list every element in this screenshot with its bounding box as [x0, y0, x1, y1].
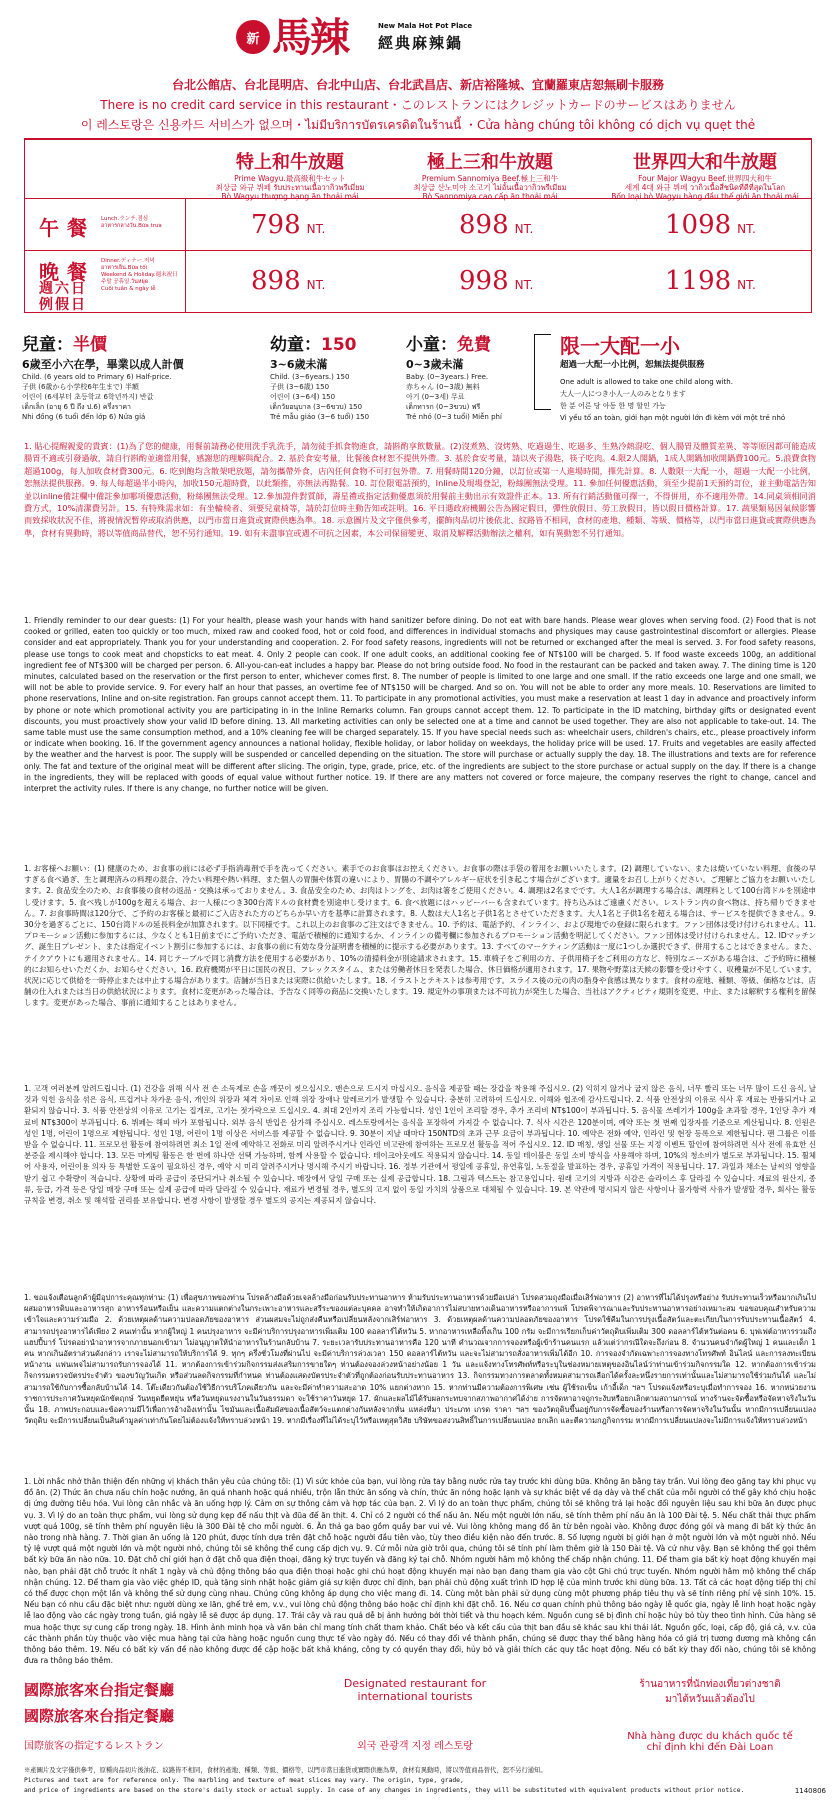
designation-zh-1: 國際旅客來台指定餐廳: [24, 1681, 175, 1699]
baby-line: Trẻ nhỏ (0~3 tuổi) Miễn phí: [406, 413, 502, 421]
currency: NT.: [514, 222, 534, 236]
currency: NT.: [737, 222, 756, 236]
designation-ja: 国際旅客の指定するレストラン: [24, 1741, 164, 1752]
credit-card-notice: [0, 76, 836, 135]
child-line: Child. (6 years old to Primary 6) Half-price.: [22, 373, 172, 381]
brand-subtitle: 經典麻辣鍋: [378, 34, 464, 52]
dinner-holiday-label: 例假日: [39, 297, 87, 313]
column-prime-wagyu: [195, 148, 385, 201]
designation-zh-2: 國際旅客來台指定餐廳: [24, 1707, 175, 1725]
price-value: 798: [251, 210, 301, 240]
baby-price: 免費: [457, 335, 491, 355]
child-price-block: [22, 330, 184, 422]
baby-line: Baby. (0~3years.) Free.: [406, 373, 489, 381]
limit-line: Vì yếu tố an toàn, giới hạn một người lớn đi kèm với một trẻ nhỏ: [560, 414, 786, 422]
designation-th: ร้านอาหารที่นักท่องเที่ยวต่างชาติ มาไต้หวันแล้วต้องไป: [639, 1679, 781, 1705]
toddler-line: Child. (3~6years.) 150: [270, 373, 350, 381]
baby-price-block: [406, 330, 502, 422]
child-line: เด็กเล็ก (อายุ 6 ปี ถึง ป.6) ครึ่งราคา: [22, 403, 131, 411]
fine-print-zh: ※產圖片及文字僅供參考，原種肉品切片後油花、紋路皆不相同，食材的產地、種類、等級、價格等，以門市當日進貨或實際供應為準，食材有異動時，將以等值商品替代，恕不另行通知。: [24, 1767, 547, 1774]
column-vi: Bốn loại bò Wagyu hàng đầu thế giới ăn thoải mái: [611, 192, 799, 201]
column-en: Premium Sannomiya Beef.極上三和牛: [421, 174, 559, 183]
price-value: 898: [251, 266, 301, 296]
dinner-sub: Dinner.ディナー.저녁 อาหารเย็น.Bữa tối Weekend & Holiday.週末祝日 주말 공휴일.วันหยุด Cuối tuần & ngày lễ: [101, 258, 178, 292]
dinner-price-four-major: [665, 266, 756, 296]
brand-mark: 新: [236, 20, 270, 54]
rules-japanese: 1. お客様へお願い：(1) 健康のため、お食事の前には必ず手指消毒剤で手を洗ってください。素手でのお食事はお控えください。お食事の際は手袋の着用をお願いいたします。(2) 調理していない、または焼いていない料理、食後の早すぎる食べ過ぎ、生と調理済みの料理の混合、冷たい料理や熱い料理、また個人の胃腸や体質の違いにより、胃腸の不調やアレルギー症状を引き起こす場合がございます。適量をお召し上がりください。ご理解とご協力をお願いいたします。2. 食品安全のため、お食事後の食材の返品・交換は承っておりません。3. 食品安全のため、お肉はトングを、お肉は箸をご使用ください。4. 調理は2名までです。大人1名が調理する場合は、調理料として100台湾ドルを別途申し受けます。5. 食べ残しが100gを超える場合、お一人様につき300台湾ドルの食材費を別途申し受けます。6. 食べ放題にはハッピーバーも含まれています。持ち込みはご遠慮ください。レストラン内の食べ物は、持ち帰りできません。7. お食事時間は120分で、ご予約のお客様と最初にご入店された方のどちらか早い方を基準に計算されます。8. 人数は大人1名と子供1名とさせていただきます。大人1名と子供1名を超える場合は、サービスを提供できません。9. 30分を過ぎるごとに、150台湾ドルの延長料金が加算されます。以下同様です。これ以上のお食事のご注文はできません。10. 予約は、電話予約、インライン、および現地での登録に限られます。ファン団体は受け付けられません。11. プロモーション活動に参加するには、少なくとも1日前までにご予約いただき、電話で積極的に通知するか、インラインの備考欄に参加されるプロモーション活動を明記してください。ファン団体は受け付けられません。12. IDマッチング、誕生日プレゼント、または指定イベント割引に参加するには、お食事の前に有効な身分証明書を積極的に提示する必要があります。13. すべてのマーケティング活動は一度に1つしか選択できず、併用することはできません。また、テイクアウトにも適用されません。14. 同じテーブルで同じ消費方法を使用する必要があり、10%の清掃料金が別途請求されます。15. 車椅子をご利用の方、子供用椅子をご利用の方など、特別なニーズがある場合は、ご予約時に積極的にお知らせいただくか、お知らせください。16. 政府機関が平日に国民の祝日、フレックスタイム、または労働者休日を発表した場合、休日価格が適用されます。17. 果物や野菜は天候の影響を受けやすく、収穫量が不足しています。状況に応じて供給を一時停止または中止する場合があります。店舗が当日または実際に供給いたします。18. イラストとテキストは参考用です。スライス後の元の肉の脂身や食感は異なります。食材の産地、種類、等級、価格などは、店舗の仕入れまたは当日の供給状況によります。食材に変更があった場合は、予告なく同等の商品に交換いたします。19. 規定外の事項または不可抗力が発生した場合、当社はアクティビティ規則を変更、中止、または解釈する権利を留保します。変更があった場合、事前に通知することはありません。: [24, 864, 816, 1008]
limit-line: 한 분 어른 당 아동 한 명 할인 가능: [560, 402, 666, 410]
dinner-price-premium: [459, 266, 533, 296]
dinner-label: 晚餐: [39, 260, 95, 284]
lunch-price-prime: [251, 210, 325, 240]
limit-line: One adult is allowed to take one child along with.: [560, 378, 733, 386]
toddler-price-block: [270, 330, 369, 422]
price-table: [24, 138, 812, 313]
child-line: 子供 (6歳から小学校6年生まで) 半額: [22, 383, 139, 391]
baby-line: เด็กทารก (0~3ขวบ) ฟรี: [406, 403, 481, 411]
column-four-major-wagyu: [605, 148, 805, 201]
fine-print: [24, 1766, 816, 1796]
lunch-price-premium: [459, 210, 533, 240]
column-premium-sannomiya: [395, 148, 585, 201]
rules-korean: 1. 고객 여러분께 알려드립니다. (1) 건강을 위해 식사 전 손 소독제로 손을 깨끗이 씻으십시오. 맨손으로 드시지 마십시오. 음식을 제공할 때는 장갑을 착용해 주십시오. (2) 익히지 않거나 굽지 않은 음식, 너무 빨리 또는 너무 많이 드신 음식, 날것과 익힌 음식을 섞은 음식, 뜨겁거나 차가운 음식, 개인의 위장과 체격 차이로 인해 위장 장애나 알레르기가 발생할 수 있습니다. 충분히 고려하여 드십시오. 이해와 협조에 감사드립니다. 2. 식품 안전상의 이유로 식사 후 재료는 반품되거나 교환되지 않습니다. 3. 식품 안전상의 이유로 고기는 집게로, 고기는 젓가락으로 드십시오. 4. 최대 2인까지 조리 가능합니다. 성인 1인이 조리할 경우, 추가 조리비 NT$100이 부과됩니다. 5. 음식물 쓰레기가 100g을 초과할 경우, 1인당 추가 재료비 NT$300이 부과됩니다. 6. 뷔페는 해피 바가 포함됩니다. 외부 음식 반입은 삼가해 주십시오. 레스토랑에서는 음식을 포장하여 가져갈 수 없습니다. 7. 식사 시간은 120분이며, 예약 또는 첫 번째 입장자를 기준으로 계산됩니다. 8. 인원은 성인 1명, 어린이 1명으로 제한됩니다. 성인 1명, 어린이 1명 이상은 서비스를 제공할 수 없습니다. 9. 30분이 지날 때마다 150NTD의 초과 근무 요금이 부과됩니다. 10. 예약은 전화 예약, 인라인 및 현장 등록으로 제한됩니다. 팬 그룹은 이를 받을 수 없습니다. 11. 프로모션 활동에 참여하려면 최소 1일 전에 예약하고 전화로 미리 알려주시거나 인라인 비고란에 참여하는 프로모션 활동을 적어 주십시오. 12. ID 매칭, 생일 선물 또는 지정 이벤트 할인에 참여하려면 식사 전에 유효한 신분증을 제시해야 합니다. 13. 모든 마케팅 활동은 한 번에 하나만 선택 가능하며, 함께 사용할 수 없습니다. 테이크아웃에도 적용되지 않습니다. 14. 동일 테이블은 동일 소비 방식을 사용해야 하며, 10%의 청소비가 별도로 부과됩니다. 15. 휠체어 사용자, 어린이용 의자 등 특별한 도움이 필요하신 경우, 예약 시 미리 알려주시거나 명시해 주시기 바랍니다. 16. 정부 기관에서 평일에 공휴일, 유연휴일, 노동절을 발표하는 경우, 공휴일 가격이 적용됩니다. 17. 과일과 채소는 날씨의 영향을 받기 쉽고 수확량이 적습니다. 상황에 따라 공급이 중단되거나 취소될 수 있습니다. 매장에서 당일 구매 또는 실제 공급합니다. 18. 그림과 텍스트는 참고용입니다. 원래 고기의 지방과 식감은 슬라이스 후 달라질 수 있습니다. 재료의 원산지, 종류, 등급, 가격 등은 당일 매장 구매 또는 실제 공급에 따라 달라질 수 있습니다. 재료가 변경될 경우, 별도의 고지 없이 동일 가치의 상품으로 대체될 수 있습니다. 19. 본 약관에 명시되지 않은 사항이나 불가항력 사유가 발생할 경우, 회사는 활동 규칙을 변경, 취소 및 해석할 권리를 보유합니다. 변경 사항이 발생할 경우 별도의 공지는 제공되지 않습니다.: [24, 1084, 816, 1206]
column-vi: Bò Wagyu thượng hạng ăn thoải mái: [221, 192, 359, 201]
designated-restaurant-footer: [0, 1675, 836, 1775]
toddler-line: Trẻ mẫu giáo (3~6 tuổi) 150: [270, 413, 370, 421]
document-code: 1140806: [794, 1787, 826, 1795]
price-value: 998: [459, 266, 509, 296]
column-vi: Bò Sannomiya cao cấp ăn thoải mái: [422, 192, 558, 201]
price-value: 1198: [665, 266, 732, 296]
toddler-sub: 3~6歲未滿: [270, 358, 328, 371]
designation-ko: 외국 관광객 지정 레스토랑: [357, 1741, 473, 1752]
currency: NT.: [737, 278, 756, 292]
rules-chinese: 1. 貼心提醒親愛的貴賓：(1)為了您的健康，用餐前請務必使用洗手乳洗手，請勿徒手抓食物進食，請斟酌享飲數量。(2)沒煮熟、沒烤熟、吃過過生、吃過多、生熟冷熱混吃、個人腸胃及體質差異、等等原因都可能造成腸胃不適或引發過敏，請自行斟酌並適當用餐，感謝您的理解與配合。2. 基於食安考量，比餐後食材恕不提供外帶。3. 基於食安考量，請以夾子湯匙，筷子吃肉。4.限2人開鍋，1成人開鍋加收開鍋費100元。5.浪費食物超過100g，每人加收食材費300元。6. 吃到飽均含散架吧放題，請勿攜帶外食，店內任何食物不可打包外帶。7. 用餐時間120分鐘，以訂位或第一人進場時間，擇先計算。8. 人數限一大配一小，超過一大配一小比例，恕無法提供服務。9. 每人每超過半小時內，加收150元超時費，以此類推，亦無法再點餐。10. 訂位限電話預約，Inline及現場登記，粉絲團無法受理。11. 參加任何優惠活動，須至少提前1天預約訂位，並主動電話告知並以inline備註欄中備註參加哪項優惠活動，粉絲團無法受理。12.參加證件對質師，壽星禮或指定活動優惠須於用餐前主動出示有效證件正本。13. 所有行銷活動僅可擇一，不得併用，亦不適用外帶。14.同桌須相同消費方式，10%清潔費另計。15. 有特殊需求如：有坐輪椅者、須要兒童椅等，請於訂位時主動告知或註明。16. 平日遇政府機關公告為國定假日，彈性放假日、勞工放假日，皆以假日價格計算。17. 蔬果類易因氣候影響而致採收狀況不佳，將視情況暫停或取消供應，以門市當日進貨或實際供應為準。18. 示意圖片及文字僅供參考，擺飾肉品切片後依北、紋路皆不相同，食材的產地、種類、等級、價格等，以門市當日進貨或實際供應為準，食材有異動時，將以等值商品替代，恕不另行通知。19. 如有未盡事宜或遇不可抗之因素，本公司保留變更、取消及解釋活動辦法之權利，如有異動恕不另行通知。: [24, 441, 816, 538]
lunch-sub: Lunch.ランチ.점심 อาหารกลางวัน.Bữa trưa: [101, 216, 162, 229]
child-sub: 6歲至小六在學，畢業以成人計價: [22, 358, 184, 371]
brand-logo: [236, 6, 606, 61]
currency: NT.: [514, 278, 534, 292]
child-line: Nhi đồng (6 tuổi đến lớp 6) Nửa giá: [22, 413, 146, 421]
dinner-price-prime: [251, 266, 325, 296]
limit-line: 大人一人につき小人一人のみとなります: [560, 390, 686, 398]
fine-print-en-2: and price of ingredients are based on the store's daily stock or actual supply. In case of any changes in ingredients, they will be substituted with equivalent products without prior notice.: [24, 1787, 745, 1794]
column-en: Four Major Wagyu Beef.世界四大和牛: [638, 174, 772, 183]
notice-ko-th-vi: 이 레스토랑은 신용카드 서비스가 없으며・ไม่มีบริการบัตรเครดิตในร้านนี้ ・Cửa hàng chúng tôi không có dịch vụ quẹt thẻ: [80, 118, 756, 132]
column-ko: 최상급 와규 뷔페 รับประทานเนื้อวากิวพรีเมี่ยม: [215, 183, 365, 192]
bracket-divider: [534, 334, 551, 410]
notice-en-ja: There is no credit card service in this restaurant・このレストランにはクレジットカードのサービスはありません: [100, 98, 736, 112]
child-pricing: [22, 330, 822, 434]
column-title: 世界四大和牛放題: [633, 152, 777, 173]
child-line: 어린이 (6세부터 초등학교 6학년까지) 반값: [22, 393, 154, 401]
currency: NT.: [306, 278, 326, 292]
child-title: 兒童：: [22, 335, 73, 355]
limit-title: 限一大配一小: [560, 334, 680, 358]
limit-sub: 超過一大配一小比例，恕無法提供服務: [560, 360, 705, 370]
brand-english: New Mala Hot Pot Place: [378, 22, 473, 30]
baby-line: 赤ちゃん (0~3歳) 無料: [406, 383, 480, 391]
baby-sub: 0~3歲未滿: [406, 358, 464, 371]
brand-name: 馬辣: [272, 14, 348, 61]
price-value: 898: [459, 210, 509, 240]
toddler-title: 幼童：: [270, 335, 321, 355]
toddler-price: 150: [321, 335, 357, 355]
lunch-price-four-major: [665, 210, 756, 240]
dinner-weekend-label: 週六日: [39, 281, 87, 297]
toddler-line: 子供 (3~6歳) 150: [270, 383, 330, 391]
rules-thai: 1. ขอแจ้งเตือนลูกค้าผู้มีอุปการะคุณทุกท่าน: (1) เพื่อสุขภาพของท่าน โปรดล้างมือด้วยเจลล้างมือก่อนรับประทานอาหาร ห้ามรับประทานอาหารด้วยมือเปล่า โปรดสวมถุงมือเมื่อเสิร์ฟอาหาร (2) อาหารที่ไม่ได้ปรุงหรือย่าง รับประทานเร็วหรือมากเกินไป ผสมอาหารดิบและอาหารสุก อาหารร้อนหรือเย็น และความแตกต่างในกระเพาะอาหารและสรีระของแต่ละบุคคล อาจทำให้เกิดอาการไม่สบายทางเดินอาหารหรืออาการแพ้ โปรดพิจารณาและรับประทานอาหารอย่างเหมาะสม ขอขอบคุณสำหรับความเข้าใจและความร่วมมือ 2. ด้วยเหตุผลด้านความปลอดภัยของอาหาร ส่วนผสมจะไม่ถูกส่งคืนหรือเปลี่ยนหลังจากเสิร์ฟอาหาร 3. ด้วยเหตุผลด้านความปลอดภัยของอาหาร โปรดใช้คีมในการปรุงเนื้อสัตว์และตะเกียบในการรับประทานเนื้อสัตว์ 4. สามารถปรุงอาหารได้เพียง 2 คนเท่านั้น หากผู้ใหญ่ 1 คนปรุงอาหาร จะมีค่าบริการปรุงอาหารเพิ่มเติม 100 ดอลลาร์ไต้หวัน 5. หากอาหารเหลือทิ้งเกิน 100 กรัม จะมีการเรียกเก็บค่าวัตถุดิบเพิ่มเติม 300 ดอลลาร์ไต้หวันต่อคน 6. บุฟเฟต์อาหารรวมถึงแฮปปี้บาร์ โปรดอย่านำอาหารจากภายนอกเข้ามา ไม่อนุญาตให้นำอาหารในร้านกลับบ้าน 7. ระยะเวลารับประทานอาหารคือ 120 นาที คำนวณจากการจองหรือผู้เข้าร้านคนแรก แล้วแต่ว่ากรณีใดจะถึงก่อน 8. จำนวนคนจำกัดผู้ใหญ่ 1 คนและเด็ก 1 คน หากเกินอัตราส่วนดังกล่าว เราจะไม่สามารถให้บริการได้ 9. ทุกๆ ครึ่งชั่วโมงที่ผ่านไป จะมีค่าบริการล่วงเวลา 150 ดอลลาร์ไต้หวัน และจะไม่สามารถสั่งอาหารเพิ่มได้อีก 10. การจองจำกัดเฉพาะการจองทางโทรศัพท์ อินไลน์ และการลงทะเบียนหน้างาน แฟนเพจไม่สามารถรับการจองได้ 11. หากต้องการเข้าร่วมกิจกรรมส่งเสริมการขายใดๆ ท่านต้องจองล่วงหน้าอย่างน้อย 1 วัน และแจ้งทางโทรศัพท์หรือระบุในช่องหมายเหตุของอินไลน์ว่าท่านเข้าร่วมกิจกรรมใด 12. หากต้องการเข้าร่วมกิจกรรมตรวจบัตรประจำตัว ของขวัญวันเกิด หรือส่วนลดกิจกรรมที่กำหนด ท่านต้องแสดงบัตรประจำตัวที่ถูกต้องก่อนรับประทานอาหาร 13. กิจกรรมทางการตลาดทั้งหมดสามารถเลือกได้ครั้งละหนึ่งรายการเท่านั้นและไม่สามารถใช้ร่วมกันได้ และไม่สามารถใช้กับการซื้อกลับบ้านได้ 14. โต๊ะเดียวกันต้องใช้วิธีการบริโภคเดียวกัน และจะมีค่าทำความสะอาด 10% แยกต่างหาก 15. หากท่านมีความต้องการพิเศษ เช่น ผู้ใช้รถเข็น เก้าอี้เด็ก ฯลฯ โปรดแจ้งหรือระบุเมื่อทำการจอง 16. หากหน่วยงานราชการประกาศวันหยุดนักขัตฤกษ์ วันหยุดยืดหยุ่น หรือวันหยุดแรงงานในวันธรรมดา จะใช้ราคาวันหยุด 17. ผักและผลไม้ได้รับผลกระทบจากสภาพอากาศได้ง่าย การจัดหาอาจถูกระงับหรือยกเลิกตามสถานการณ์ ทางร้านจะจัดซื้อหรือจัดหาจริงในวันนั้น 18. ภาพประกอบและข้อความมีไว้เพื่อการอ้างอิงเท่านั้น ไขมันและเนื้อสัมผัสของเนื้อสัตว์จะแตกต่างกันหลังจากหั่น แหล่งที่มา ประเภท เกรด ราคา ฯลฯ ของวัตถุดิบขึ้นอยู่กับการจัดซื้อของร้านหรือการจัดหาจริงในวันนั้น หากมีการเปลี่ยนแปลงวัตถุดิบ จะมีการเปลี่ยนเป็นสินค้ามูลค่าเท่ากันโดยไม่ต้องแจ้งให้ทราบล่วงหน้า 19. หากมีเรื่องที่ไม่ได้ระบุไว้หรือเหตุสุดวิสัย บริษัทขอสงวนสิทธิ์ในการเปลี่ยนแปลง ยกเลิก และตีความกฎกิจกรรม หากมีการเปลี่ยนแปลงจะไม่มีการแจ้งให้ทราบล่วงหน้า: [24, 1293, 816, 1426]
limit-lines: [560, 376, 785, 424]
column-ko: 최상급 산노미야 소고기 ไม่อั้นเนื้อวากิวพรีเมียม: [413, 183, 567, 192]
baby-title: 小童：: [406, 335, 457, 355]
column-en: Prime Wagyu.最高級和牛セット: [234, 174, 346, 183]
fine-print-en-1: Pictures and text are for reference only. The marbling and texture of meat slices may vary. The origin, type, grade,: [24, 1777, 464, 1784]
baby-line: 아기 (0~3세) 무료: [406, 393, 465, 401]
price-value: 1098: [665, 210, 732, 240]
toddler-line: 어린이 (3~6세) 150: [270, 393, 336, 401]
column-title: 特上和牛放題: [236, 152, 344, 173]
designation-en: Designated restaurant for international tourists: [343, 1677, 487, 1703]
column-ko: 세계 4대 와규 뷔페 วากิวเนื้อสี่ชนิดที่ดีที่สุดในโลก: [624, 183, 786, 192]
column-title: 極上三和牛放題: [427, 152, 553, 173]
currency: NT.: [306, 222, 326, 236]
designation-vi: Nhà hàng được du khách quốc tế chỉ định khi đến Đài Loan: [627, 1731, 793, 1753]
child-price: 半價: [73, 335, 107, 355]
rules-vietnamese: 1. Lời nhắc nhở thân thiện đến những vị khách thân yêu của chúng tôi: (1) Vì sức khỏe của bạn, vui lòng rửa tay bằng nước rửa tay trước khi dùng bữa. Không ăn bằng tay trần. Vui lòng đeo găng tay khi phục vụ đồ ăn. (2) Thức ăn chưa nấu chín hoặc nướng, ăn quá nhanh hoặc quá nhiều, trộn lẫn thức ăn sống và chín, thức ăn nóng hoặc lạnh và sự khác biệt về dạ dày và thể chất của mỗi người có thể gây khó chịu hoặc dị ứng đường tiêu hóa. Vui lòng cân nhắc và ăn uống hợp lý. Cảm ơn sự thông cảm và hợp tác của bạn. 2. Vì lý do an toàn thực phẩm, chúng tôi sẽ không trả lại hoặc đổi nguyên liệu sau khi bữa ăn được phục vụ. 3. Vì lý do an toàn thực phẩm, vui lòng sử dụng kẹp để nấu thịt và đũa để ăn thịt. 4. Chỉ có 2 người có thể nấu ăn. Nếu một người lớn nấu, sẽ tính thêm phí nấu ăn là 100 Đài tệ. 5. Nếu chất thải thực phẩm vượt quá 100g, sẽ tính thêm phí nguyên liệu là 300 Đài tệ cho mỗi người. 6. Ăn thả ga bao gồm quầy bar vui vẻ. Vui lòng không mang đồ ăn từ bên ngoài vào. Không được đóng gói và mang đi bất kỳ thức ăn nào trong nhà hàng. 7. Thời gian ăn uống là 120 phút, được tính dựa trên đặt chỗ hoặc người đầu tiên vào, tùy theo điều kiện nào đến trước. 8. Số lượng người bị giới hạn ở một người lớn và một người nhỏ. Nếu tỷ lệ vượt quá một người lớn và một người nhỏ, chúng tôi sẽ không thể cung cấp dịch vụ. 9. Cứ mỗi nửa giờ trôi qua, chúng tôi sẽ tính phí làm thêm giờ là 150 Đài tệ. Và cứ như vậy. Bạn sẽ không thể gọi thêm bất kỳ bữa ăn nào nữa. 10. Đặt chỗ chỉ giới hạn ở đặt chỗ qua điện thoại, đăng ký trực tuyến và đăng ký tại chỗ. Nhóm người hâm mộ không thể chấp nhận chúng. 11. Để tham gia bất kỳ hoạt động khuyến mại nào, bạn phải đặt chỗ trước ít nhất 1 ngày và chủ động thông báo qua điện thoại hoặc ghi chú hoạt động khuyến mại nào bạn đang tham gia vào cột Ghi chú trực tuyến. Nhóm người hâm mộ không thể chấp nhận chúng. 12. Để tham gia vào việc ghép ID, quà tặng sinh nhật hoặc giảm giá sự kiện được chỉ định, bạn phải chủ động xuất trình ID hợp lệ của mình trước khi dùng bữa. 13. Tất cả các hoạt động tiếp thị chỉ có thể được chọn một lần và không thể sử dụng cùng nhau. Chúng cũng không áp dụng cho việc mang đi. 14. Cùng một bàn phải sử dụng cùng một phương pháp tiêu thụ và sẽ tính riêng phí vệ sinh 10%. 15. Nếu bạn có nhu cầu đặc biệt như: người dùng xe lăn, ghế trẻ em, v.v., vui lòng chủ động thông báo hoặc chỉ định khi đặt chỗ. 16. Nếu cơ quan chính phủ thông báo ngày lễ quốc gia, ngày lễ linh hoạt hoặc ngày lễ lao động vào các ngày trong tuần, giá ngày lễ sẽ được áp dụng. 17. Trái cây và rau quả dễ bị ảnh hưởng bởi thời tiết và thu hoạch kém. Nguồn cung sẽ bị đình chỉ hoặc hủy bỏ tùy theo tình hình. Cửa hàng sẽ mua hoặc thực sự cung cấp trong ngày. 18. Hình ảnh minh họa và văn bản chỉ mang tính chất tham khảo. Chất béo và kết cấu của thịt ban đầu sẽ khác sau khi thái lát. Nguồn gốc, loại, cấp độ, giá cả, v.v. của các thành phần tùy thuộc vào việc mua hàng tại cửa hàng hoặc nguồn cung thực tế vào ngày đó. Nếu có thay đổi về thành phần, chúng sẽ được thay thế bằng hàng hóa có giá trị tương đương mà không cần thông báo thêm. 19. Nếu có bất kỳ vấn đề nào không được đề cập hoặc bất khả kháng, công ty có quyền thay đổi, hủy bỏ và giải thích các quy tắc hoạt động. Nếu có bất kỳ thay đổi nào, chúng tôi sẽ không đưa ra thông báo thêm.: [24, 1477, 816, 1666]
lunch-label: 午餐: [39, 216, 95, 240]
rules-english: 1. Friendly reminder to our dear guests: (1) For your health, please wash your hands with hand sanitizer before dining. Do not eat with bare hands. Please wear gloves when serving food. (2) Food that is not cooked or grilled, eaten too quickly or too much, mixed raw and cooked food, hot or cold food, and differences in individual stomachs and physiques may cause gastrointestinal discomfort or allergies. Please consider and eat appropriately. Thank you for your understanding and cooperation. 2. For food safety reasons, ingredients will not be returned or exchanged after the meal is served. 3. For food safety reasons, please use tongs to cook meat and chopsticks to eat meat. 4. Only 2 people can cook. If one adult cooks, an additional cooking fee of NT$100 will be charged. 5. If food waste exceeds 100g, an additional ingredient fee of NT$300 will be charged per person. 6. All-you-can-eat includes a happy bar. Please do not bring outside food. No food in the restaurant can be packed and taken away. 7. The dining time is 120 minutes, calculated based on the reservation or the first person to enter, whichever comes first. 8. The number of people is limited to one large and one small. If the ratio exceeds one large and one small, we will not be able to provide service. 9. For every half an hour that passes, an overtime fee of NT$150 will be charged. And so on. You will not be able to order any more meals. 10. Reservations are limited to phone reservations, Inline and on-site registration. Fan groups cannot accept them. 11. To participate in any promotional activities, you must make a reservation at least 1 day in advance and proactively inform by phone or note which promotional activity you are participating in in the Inline Remarks column. Fan groups cannot accept them. 12. To participate in the ID matching, birthday gifts or designated event discounts, you must proactively show your valid ID before dining. 13. All marketing activities can only be selected one at a time and cannot be used together. They are also not applicable to take-out. 14. The same table must use the same consumption method, and a 10% cleaning fee will be charged separately. 15. If you have special needs such as: wheelchair users, children's chairs, etc., please proactively inform or indicate when booking. 16. If the government agency announces a national holiday, flexible holiday, or labor holiday on weekdays, the holiday price will be used. 17. Fruits and vegetables are easily affected by the weather and the harvest is poor. The supply will be suspended or cancelled depending on the situation. The store will purchase or actually supply the day. 18. The illustrations and texts are for reference only. The fat and texture of the original meat will be different after slicing. The origin, type, grade, price, etc. of the ingredients are subject to the store purchase or actual supply on the day. If there is a change in the ingredients, they will be replaced with goods of equal value without further notice. 19. If there are any matters not covered or force majeure, the company reserves the right to change, cancel and interpret the activity rules. If there is any change, no further notice will be given.: [24, 616, 816, 794]
toddler-line: เด็กวัยอนุบาล (3~6ขวบ) 150: [270, 403, 363, 411]
notice-branches: 台北公館店、台北昆明店、台北中山店、台北武昌店、新店裕隆城、宜蘭羅東店恕無刷卡服務: [171, 78, 664, 92]
